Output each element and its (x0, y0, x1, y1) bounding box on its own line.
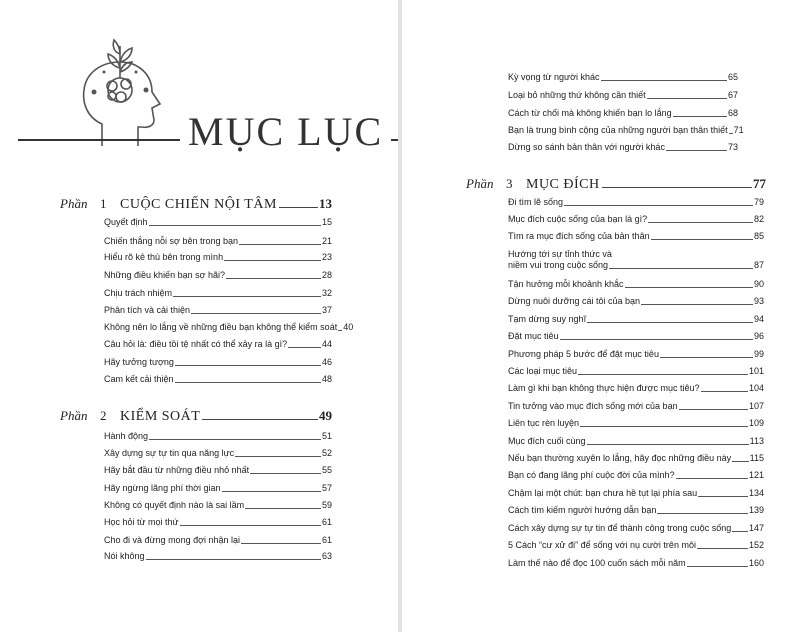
entry-page: 90 (753, 279, 764, 289)
entry-title: Làm gì khi bạn không thực hiện được mục tiêu? (508, 383, 700, 393)
leader-line (578, 374, 748, 375)
entry-page: 40 (343, 322, 354, 332)
part-label: Phần (60, 408, 88, 423)
entry-page: 82 (753, 214, 764, 224)
part-number: 2 (100, 408, 107, 423)
toc-entry[interactable] (508, 436, 764, 447)
leader-line (729, 133, 733, 134)
toc-entry[interactable] (104, 431, 332, 442)
entry-title: Phương pháp 5 bước để đặt mục tiêu (508, 349, 659, 359)
toc-entry[interactable] (508, 72, 738, 83)
toc-entry[interactable] (104, 288, 332, 299)
leader-line (173, 296, 321, 297)
entry-title: Không nên lo lắng về những điều bạn không thể kiểm soát (104, 322, 338, 332)
toc-entry[interactable] (508, 296, 764, 307)
leader-line (202, 419, 318, 420)
leader-line (687, 566, 748, 567)
entry-page: 101 (748, 366, 764, 376)
page-title: MỤC LỤC (180, 108, 391, 156)
toc-entry[interactable] (104, 357, 332, 368)
toc-entry[interactable] (508, 331, 764, 342)
toc-entry[interactable] (508, 279, 764, 290)
leader-line (698, 496, 748, 497)
entry-title: Hãy bắt đầu từ những điều nhỏ nhất (104, 465, 250, 475)
entry-page: 51 (321, 431, 332, 441)
leader-line (149, 225, 321, 226)
toc-entry[interactable] (508, 214, 764, 225)
toc-entry[interactable] (508, 383, 764, 394)
entry-title: Tận hưởng mỗi khoảnh khắc (508, 279, 624, 289)
entry-page: 28 (321, 270, 332, 280)
entry-title: Nếu bạn thường xuyên lo lắng, hãy đọc những điều này (508, 453, 732, 463)
entry-page: 139 (748, 505, 764, 515)
entry-page: 73 (727, 142, 738, 152)
entry-page: 21 (321, 236, 332, 246)
toc-entry[interactable] (104, 305, 332, 316)
entry-title: Chiến thắng nỗi sợ bên trong bạn (104, 236, 238, 246)
entry-title: Loại bỏ những thứ không cần thiết (508, 90, 646, 100)
head-plant-icon (68, 38, 188, 148)
entry-title: 5 Cách “cư xử đi” để sống với nụ cười trên môi (508, 540, 696, 550)
leader-line (679, 409, 748, 410)
leader-line (224, 260, 321, 261)
entry-page: 46 (321, 357, 332, 367)
leader-line (602, 187, 752, 188)
toc-entry[interactable] (104, 551, 332, 562)
entry-page: 152 (748, 540, 764, 550)
entry-title: Hãy tưởng tượng (104, 357, 174, 367)
entry-title: Cam kết cải thiện (104, 374, 174, 384)
toc-entry[interactable] (508, 90, 738, 101)
toc-entry[interactable] (508, 401, 764, 412)
leader-line (587, 322, 753, 323)
leader-line (175, 365, 321, 366)
leader-line (239, 244, 321, 245)
entry-page: 134 (748, 488, 764, 498)
entry-page: 68 (727, 108, 738, 118)
toc-entry[interactable] (508, 488, 764, 499)
part-label: Phần (466, 176, 494, 191)
entry-page: 115 (749, 453, 764, 463)
toc-entry[interactable] (508, 453, 764, 464)
leader-line (279, 207, 318, 208)
entry-page: 104 (748, 383, 764, 393)
entry-title: Mục đích cuộc sống của bạn là gì? (508, 214, 648, 224)
entry-title: Cách xây dựng sự tự tin để thành công trong cuộc sống (508, 523, 732, 533)
entry-page: 93 (753, 296, 764, 306)
leader-line (732, 531, 748, 532)
leader-line (560, 339, 753, 340)
entry-page: 52 (321, 448, 332, 458)
leader-line (701, 391, 748, 392)
entry-title: Hành động (104, 431, 149, 441)
entry-title: Hãy ngừng lãng phí thời gian (104, 483, 221, 493)
entry-title: Phân tích và cải thiện (104, 305, 191, 315)
entry-title: Tạm dừng suy nghĩ (508, 314, 587, 324)
entry-page: 32 (321, 288, 332, 298)
leader-line (241, 543, 321, 544)
entry-page: 55 (321, 465, 332, 475)
entry-page: 94 (753, 314, 764, 324)
entry-page: 65 (727, 72, 738, 82)
leader-line (648, 222, 753, 223)
leader-line (191, 313, 321, 314)
entry-page: 121 (748, 470, 764, 480)
entry-title: Bạn có đang lãng phí cuộc đời của mình? (508, 470, 675, 480)
leader-line (732, 461, 749, 462)
entry-title: Cho đi và đừng mong đợi nhận lại (104, 535, 241, 545)
part-page: 49 (319, 408, 332, 423)
leader-line (641, 304, 753, 305)
leader-line (338, 330, 342, 331)
entry-title: Bạn là trung bình cộng của những người bạn thân thiết (508, 125, 728, 135)
entry-title: Mục đích cuối cùng (508, 436, 586, 446)
leader-line (235, 456, 321, 457)
entry-title: Dừng nuôi dưỡng cái tôi của bạn (508, 296, 641, 306)
entry-title: Kỳ vọng từ người khác (508, 72, 600, 82)
leader-line (676, 478, 748, 479)
entry-title: Đi tìm lẽ sống (508, 197, 564, 207)
toc-entry[interactable] (508, 366, 764, 377)
entry-page: 61 (321, 517, 332, 527)
leader-line (697, 548, 748, 549)
entry-title: Liên tục rèn luyện (508, 418, 580, 428)
toc-entry[interactable] (104, 252, 332, 263)
entry-page: 109 (748, 418, 764, 428)
right-page (402, 0, 800, 632)
entry-page: 61 (321, 535, 332, 545)
leader-line (651, 239, 753, 240)
entry-page: 67 (727, 90, 738, 100)
toc-entry[interactable] (104, 448, 332, 459)
entry-page: 79 (753, 197, 764, 207)
part-title: CUỘC CHIẾN NỘI TÂM (120, 197, 277, 212)
entry-page: 99 (753, 349, 764, 359)
leader-line (222, 491, 321, 492)
entry-page: 96 (753, 331, 764, 341)
toc-entry[interactable] (104, 517, 332, 528)
toc-entry[interactable] (508, 142, 738, 153)
entry-page: 44 (321, 339, 332, 349)
leader-line (175, 382, 321, 383)
toc-entry[interactable] (104, 374, 332, 385)
toc-entry[interactable] (104, 270, 332, 281)
leader-line (226, 278, 321, 279)
toc-entry[interactable] (508, 418, 764, 429)
toc-entry[interactable] (508, 249, 764, 271)
entry-title: Chịu trách nhiệm (104, 288, 173, 298)
entry-page: 71 (733, 125, 744, 135)
leader-line (250, 473, 321, 474)
entry-title: Nói không (104, 551, 145, 561)
leader-line (657, 513, 748, 514)
entry-title: Câu hỏi là: điều tồi tệ nhất có thể xảy ra là gì? (104, 339, 288, 349)
entry-title: Hiểu rõ kẻ thù bên trong mình (104, 252, 224, 262)
leader-line (601, 80, 727, 81)
leader-line (660, 357, 753, 358)
toc-entry[interactable] (104, 483, 332, 494)
entry-page: 37 (321, 305, 332, 315)
toc-entry[interactable] (508, 505, 764, 516)
left-page (0, 0, 398, 632)
toc-entry[interactable] (508, 125, 744, 136)
entry-title: Các loại mục tiêu (508, 366, 578, 376)
entry-title: Xây dựng sự tự tin qua năng lực (104, 448, 235, 458)
part-3-heading[interactable] (466, 176, 766, 193)
toc-entry[interactable] (508, 558, 764, 569)
toc-entry[interactable] (104, 535, 332, 546)
leader-line (673, 116, 727, 117)
entry-page: 113 (749, 436, 764, 446)
leader-line (625, 287, 753, 288)
part-number: 3 (506, 176, 513, 191)
toc-entry[interactable] (508, 108, 738, 119)
entry-page: 23 (321, 252, 332, 262)
toc-entry[interactable] (104, 236, 332, 247)
entry-page: 160 (748, 558, 764, 568)
entry-title: Tìm ra mục đích sống của bản thân (508, 231, 650, 241)
entry-title: Quyết định (104, 217, 148, 227)
entry-page: 107 (748, 401, 764, 411)
entry-title: Tin tưởng vào mục đích sống mới của bạn (508, 401, 678, 411)
entry-page: 85 (753, 231, 764, 241)
leader-line (580, 426, 748, 427)
entry-title: Học hỏi từ mọi thứ (104, 517, 179, 527)
part-label: Phần (60, 196, 88, 211)
entry-page: 87 (753, 260, 764, 270)
part-page: 77 (753, 176, 766, 191)
leader-line (149, 439, 321, 440)
entry-title: Không có quyết định nào là sai lầm (104, 500, 245, 510)
entry-title: Cách từ chối mà không khiến bạn lo lắng (508, 108, 672, 118)
part-1-heading[interactable] (60, 196, 332, 213)
leader-line (609, 268, 753, 269)
toc-entry[interactable] (508, 349, 764, 360)
toc-entry[interactable] (104, 339, 332, 350)
entry-title: Những điều khiến bạn sợ hãi? (104, 270, 226, 280)
toc-entry[interactable] (508, 523, 764, 534)
entry-title: Chậm lại một chút: bạn chưa hề tụt lại phía sau (508, 488, 698, 498)
toc-entry[interactable] (508, 231, 764, 242)
part-title: KIỂM SOÁT (120, 409, 201, 424)
part-title: MỤC ĐÍCH (526, 177, 600, 192)
leader-line (146, 559, 321, 560)
entry-title: Làm thế nào để đọc 100 cuốn sách mỗi năm (508, 558, 686, 568)
entry-page: 57 (321, 483, 332, 493)
leader-line (587, 444, 749, 445)
toc-entry[interactable] (104, 500, 332, 511)
leader-line (245, 508, 321, 509)
toc-entry[interactable] (104, 322, 354, 333)
part-2-heading[interactable] (60, 408, 332, 425)
toc-entry[interactable] (508, 197, 764, 208)
entry-page: 147 (748, 523, 764, 533)
toc-entry[interactable] (508, 470, 764, 481)
toc-entry[interactable] (508, 540, 764, 551)
leader-line (180, 525, 321, 526)
entry-page: 63 (321, 551, 332, 561)
leader-line (564, 205, 753, 206)
part-page: 13 (319, 196, 332, 211)
entry-title-continued: niềm vui trong cuộc sống (508, 260, 609, 270)
part-number: 1 (100, 196, 107, 211)
entry-page: 48 (321, 374, 332, 384)
entry-title: Hướng tới sự tỉnh thức và (508, 249, 612, 259)
leader-line (288, 347, 321, 348)
entry-page: 15 (321, 217, 332, 227)
leader-line (647, 98, 727, 99)
toc-entry[interactable] (508, 314, 764, 325)
entry-title: Đặt mục tiêu (508, 331, 559, 341)
leader-line (666, 150, 727, 151)
entry-title: Dừng so sánh bản thân với người khác (508, 142, 665, 152)
entry-title: Cách tìm kiếm người hướng dẫn bạn (508, 505, 657, 515)
toc-entry[interactable] (104, 465, 332, 476)
toc-entry[interactable] (104, 217, 332, 228)
entry-page: 59 (321, 500, 332, 510)
